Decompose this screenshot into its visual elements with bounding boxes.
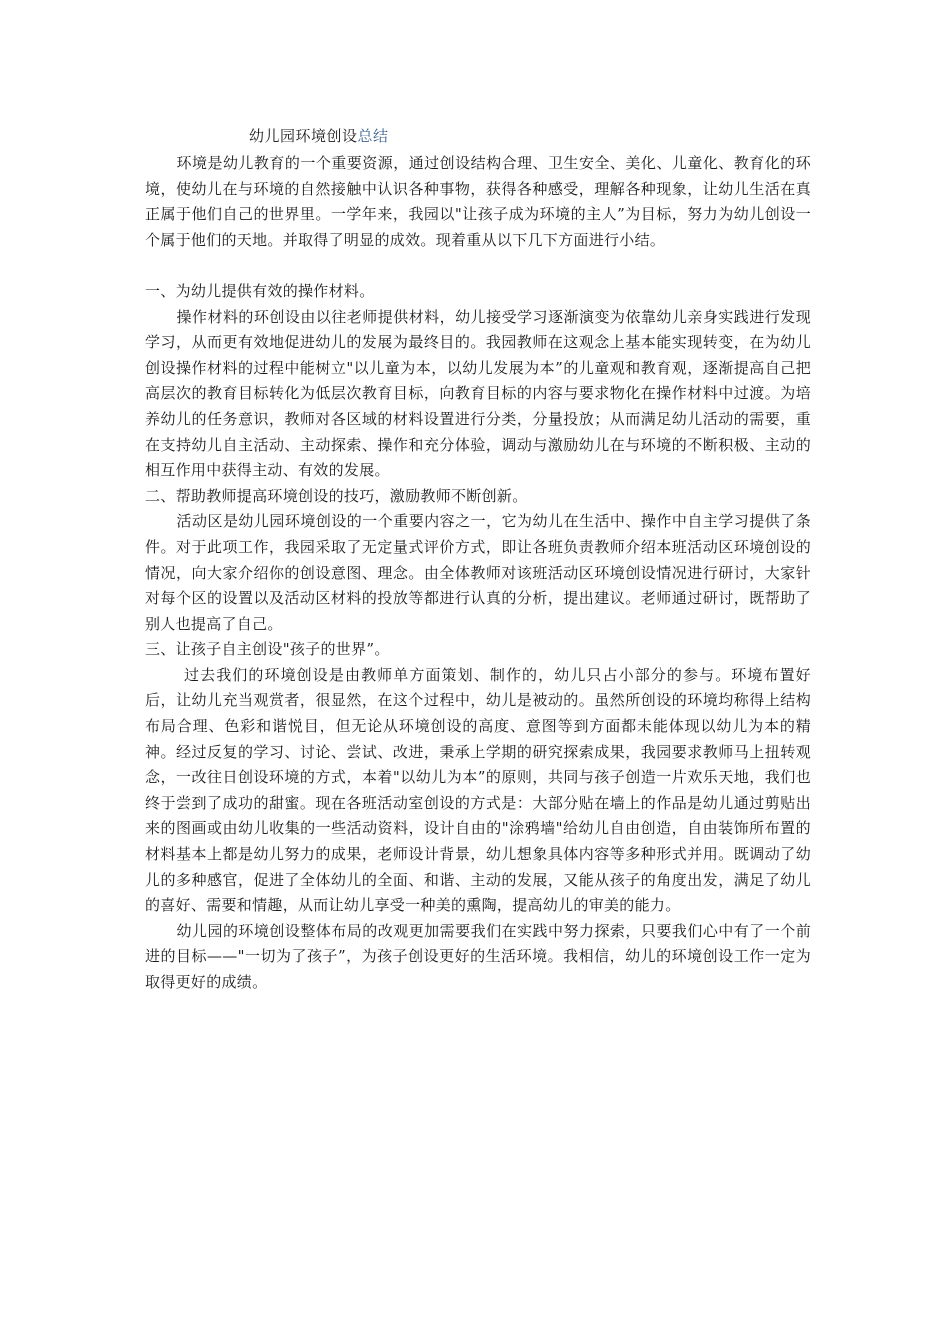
document-body — [145, 151, 811, 996]
intro-paragraph: 环境是幼儿教育的一个重要资源，通过创设结构合理、卫生安全、美化、儿童化、教育化的环境，使幼儿在与环境的自然接触中认识各种事物，获得各种感受，理解各种现象，让幼儿生活在真正属于他们自己的世界里。一学年来，我园以"让孩子成为环境的主人”为目标，努力为幼儿创设一个属于他们的天地。并取得了明显的成效。现着重从以下几下方面进行小结。 — [145, 154, 811, 249]
paragraph-spacer — [145, 253, 811, 279]
conclusion-paragraph: 幼儿园的环境创设整体布局的改观更加需要我们在实践中努力探索，只要我们心中有了一个前进的目标——"一切为了孩子”，为孩子创设更好的生活环境。我相信，幼儿的环境创设工作一定为取得更好的成绩。 — [145, 921, 811, 991]
section-3-heading: 三、让孩子自主创设"孩子的世界”。 — [145, 640, 390, 659]
title-accent-link[interactable]: 总结 — [357, 127, 389, 145]
section-1-paragraph: 操作材料的环创设由以往老师提供材料，幼儿接受学习逐渐演变为依靠幼儿亲身实践进行发现学习，从而更有效地促进幼儿的发展为最终目的。我园教师在这观念上基本能实现转变，在为幼儿创设操作材料的过程中能树立"以儿童为本，以幼儿发展为本”的儿童观和教育观，逐渐提高自己把高层次的教育目标转化为低层次教育目标，向教育目标的内容与要求物化在操作材料中过渡。为培养幼儿的任务意识，教师对各区域的材料设置进行分类，分量投放；从而满足幼儿活动的需要，重在支持幼儿自主活动、主动探索、操作和充分体验，调动与激励幼儿在与环境的不断积极、主动的相互作用中获得主动、有效的发展。 — [145, 307, 811, 480]
section-2-heading: 二、帮助教师提高环境创设的技巧，激励教师不断创新。 — [145, 486, 528, 505]
section-3-paragraph: 过去我们的环境创设是由教师单方面策划、制作的，幼儿只占小部分的参与。环境布置好后，让幼儿充当观赏者，很显然，在这个过程中，幼儿是被动的。虽然所创设的环境均称得上结构布局合理、色彩和谐悦目，但无论从环境创设的高度、意图等到方面都未能体现以幼儿为本的精神。经过反复的学习、讨论、尝试、改进，秉承上学期的研究探索成果，我园要求教师马上扭转观念，一改往日创设环境的方式，本着"以幼儿为本”的原则，共同与孩子创造一片欢乐天地，我们也终于尝到了成功的甜蜜。现在各班活动室创设的方式是：大部分贴在墙上的作品是幼儿通过剪贴出来的图画或由幼儿收集的一些活动资料，设计自由的"涂鸦墙"给幼儿自由创造，自由装饰所布置的材料基本上都是幼儿努力的成果，老师设计背景，幼儿想象具体内容等多种形式并用。既调动了幼儿的多种感官，促进了全体幼儿的全面、和谐、主动的发展，又能从孩子的角度出发，满足了幼儿的喜好、需要和情趣，从而让幼儿享受一种美的熏陶，提高幼儿的审美的能力。 — [145, 665, 811, 915]
section-1-heading: 一、为幼儿提供有效的操作材料。 — [145, 281, 375, 300]
title-main-text: 幼儿园环境创设 — [249, 127, 358, 145]
document-title — [249, 126, 389, 146]
section-2-paragraph: 活动区是幼儿园环境创设的一个重要内容之一，它为幼儿在生活中、操作中自主学习提供了条件。对于此项工作，我园采取了无定量式评价方式，即让各班负责教师介绍本班活动区环境创设的情况，向大家介绍你的创设意图、理念。由全体教师对该班活动区环境创设情况进行研讨，大家针对每个区的设置以及活动区材料的投放等都进行认真的分析，提出建议。老师通过研讨，既帮助了别人也提高了自己。 — [145, 512, 811, 633]
